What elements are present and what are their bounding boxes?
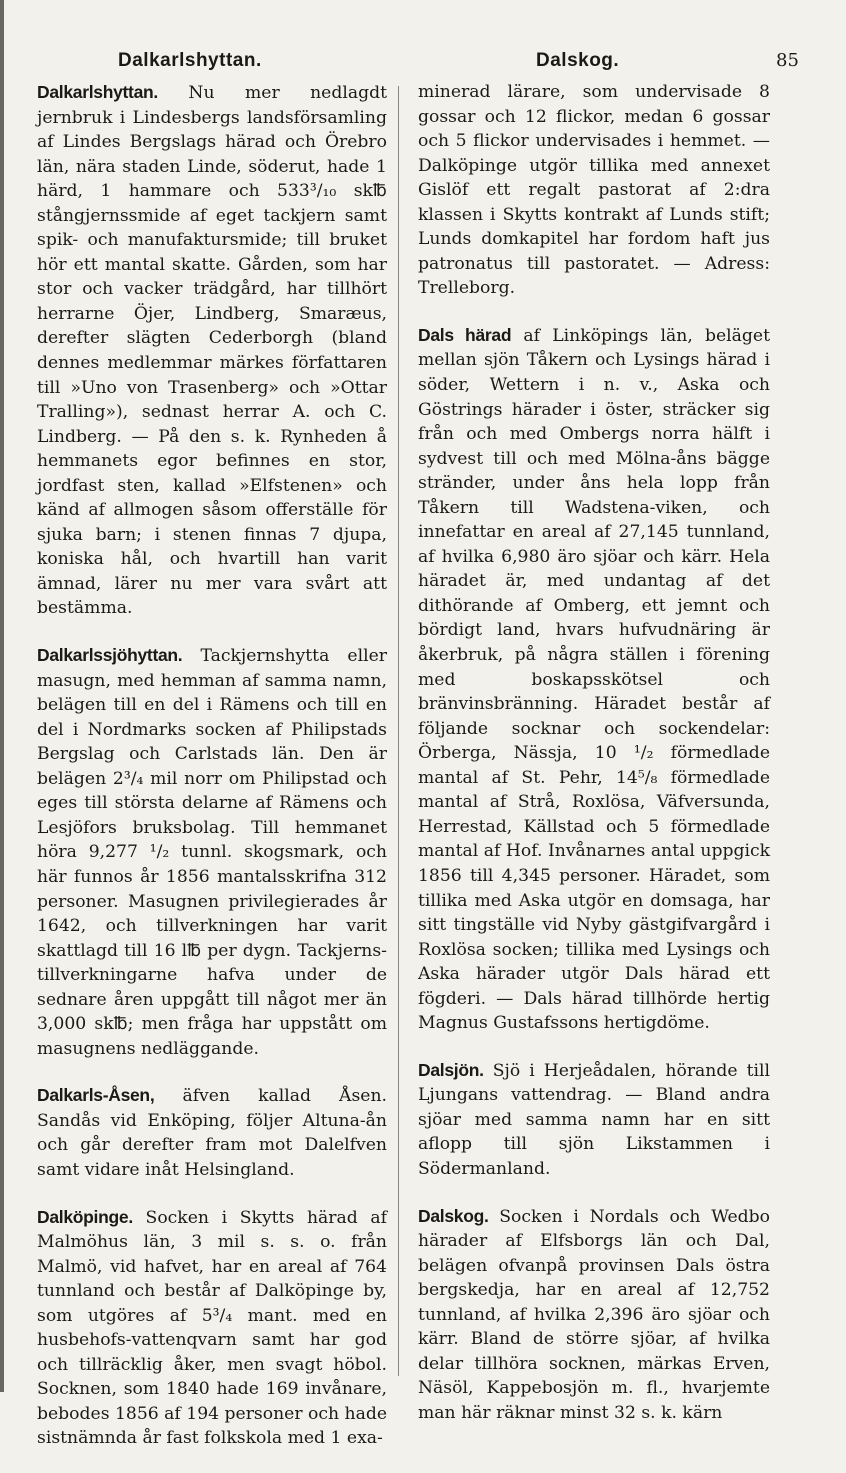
left-column	[37, 80, 387, 1473]
right-column	[418, 80, 770, 1447]
entry-headword: Dalskog.	[418, 1205, 489, 1226]
header-left-title: Dalkarlshyttan.	[118, 50, 262, 71]
entry-text: Sjö i Herjeådalen, hörande till Ljungans vattendrag. — Bland andra sjöar med samma namn har en sitt aflopp till sjön Likstammen i Södermanland.	[418, 1060, 770, 1179]
entry-text: minerad lärare, som undervisade 8 gossar och 12 flickor, medan 6 gossar och 5 flickor undervisades i hemmet. — Dalköpinge utgör tillika med annexet Gislöf ett regalt pastorat af 2:dra klassen i Skytts kontrakt af Lunds stift; Lunds domkapitel har fordom haft jus patronatus till pastoratet. — Adress: Trelleborg.	[418, 82, 770, 299]
entry-text: Tackjernshytta eller masugn, med hemman af samma namn, belägen till en del i Rämens och till en del i Nordmarks socken af Philipstads Bergslag och Carlstads län. Den är belägen 2³/₄ mil norr om Philipstad och eges till största delarne af Rämens och Lesjöfors bruksbolag. Till hemmanet höra 9,277 ¹/₂ tunnl. skogsmark, och här funnos år 1856 mantalsskrifna 312 personer. Masugnen privilegierades år 1642, och tillverkningen har varit skattlagd till 16 l℔ per dygn. Tackjerns-tillverkningarne hafva under de sednare åren uppgått till något mer än 3,000 sk℔; men fråga har uppstått om masugnens nedläggande.	[37, 646, 387, 1059]
entry-headword: Dalkarls-Åsen,	[37, 1085, 155, 1106]
entry-dalkarlshyttan	[37, 80, 387, 621]
column-divider	[398, 86, 399, 1376]
entry-text: af Linköpings län, beläget mellan sjön Tåkern och Lysings härad i söder, Wettern i n. v., Aska och Göstrings härader i öster, sträcker sig från och med Ombergs norra hälft i sydvest till och med Mölna-åns bägge stränder, under åns hela lopp från Tåkern till Wadstena-viken, och innefattar en areal af 27,145 tunnland, af hvilka 6,980 äro sjöar och kärr. Hela häradet är, med undantag af det dithörande af Omberg, ett jemnt och bördigt land, hvars hufvudnäring är åkerbruk, på några ställen i förening med boskapsskötsel och bränvinsbränning. Häradet består af följande socknar och sockendelar: Örberga, Nässja, 10 ¹/₂ förmedlade mantal af St. Pehr, 14⁵/₈ förmedlade mantal af Strå, Roxlösa, Väfversunda, Herrestad, Källstad och 5 förmedlade mantal af Hof. Invånarnes antal uppgick 1856 till 4,345 personer. Häradet, som tillika med Aska utgör en domsaga, har sitt tingställe vid Nyby gästgifvargård i Roxlösa socken; tillika med Lysings och Aska härader utgör Dals härad ett fögderi. — Dals härad tillhörde hertig Magnus Gustafssons hertigdöme.	[418, 325, 771, 1034]
entry-dalkopinge	[37, 1205, 387, 1451]
entry-headword: Dalkarlshyttan.	[37, 82, 158, 102]
page-number: 85	[776, 50, 799, 71]
header-right-title: Dalskog.	[536, 50, 620, 71]
entry-headword: Dalköpinge.	[37, 1206, 133, 1227]
entry-dalskog	[418, 1204, 770, 1426]
entry-dals-harad	[418, 323, 770, 1036]
entry-dalsjon	[418, 1058, 770, 1182]
entry-text: Nu mer nedlagdt jernbruk i Lindesbergs landsförsamling af Lindes Bergslags härad och Örebro län, nära staden Linde, söderut, hade 1 härd, 1 hammare och 533³/₁₀ sk℔ stångjernssmide af eget tackjern samt spik- och manufaktursmide; till bruket hör ett mantal skatte. Gården, som har stor och vacker trädgård, har tillhört herrarne Öjer, Lindberg, Smaræus, derefter slägten Cederborgh (bland dennes medlemmar märkes författaren till »Uno von Trasenberg» och »Ottar Tralling»), sednast herrar A. och C. Lindberg. — På den s. k. Rynheden å hemmanets egor befinnes en stor, jordfast sten, kallad »Elfstenen» och känd af allmogen såsom offerställe för sjuka barn; i stenen finnas 7 djupa, koniska hål, och hvartill han varit ämnad, lärer nu mer vara svårt att bestämma.	[37, 83, 388, 619]
entry-dalkopinge-continued	[418, 80, 770, 301]
entry-text: Socken i Nordals och Wedbo härader af Elfsborgs län och Dal, belägen ofvanpå provinsen Dals östra bergskedja, har en areal af 12,752 tunnland, af hvilka 2,396 äro sjöar och kärr. Bland de större sjöar, af hvilka delar tillhöra socknen, märkas Erven, Näsöl, Kappebosjön m. fl., hvarjemte man här räknar minst 32 s. k. kärn	[418, 1206, 770, 1423]
entry-headword: Dals härad	[418, 324, 512, 345]
entry-text: Socken i Skytts härad af Malmöhus län, 3 mil s. s. o. från Malmö, vid hafvet, har en areal af 764 tunnland och består af Dalköpinge by, som utgöres af 5³/₄ mant. med en husbehofs-vattenqvarn samt har god och tillräcklig åker, men svagt höbol. Socknen, som 1840 hade 169 invånare, bebodes 1856 af 194 personer och hade sistnämnda år fast folkskola med 1 exa-	[37, 1207, 388, 1449]
running-header	[0, 44, 846, 74]
entry-headword: Dalkarlssjöhyttan.	[37, 645, 183, 666]
entry-headword: Dalsjön.	[418, 1059, 484, 1080]
entry-text: äfven kallad Åsen. Sandås vid Enköping, följer Altuna-ån och går derefter fram mot Dalelfven samt vidare inåt Helsingland.	[37, 1086, 387, 1180]
entry-dalkarlssjohyttan	[37, 643, 387, 1061]
page-edge-shadow	[0, 0, 4, 1392]
entry-dalkarls-asen	[37, 1083, 387, 1182]
